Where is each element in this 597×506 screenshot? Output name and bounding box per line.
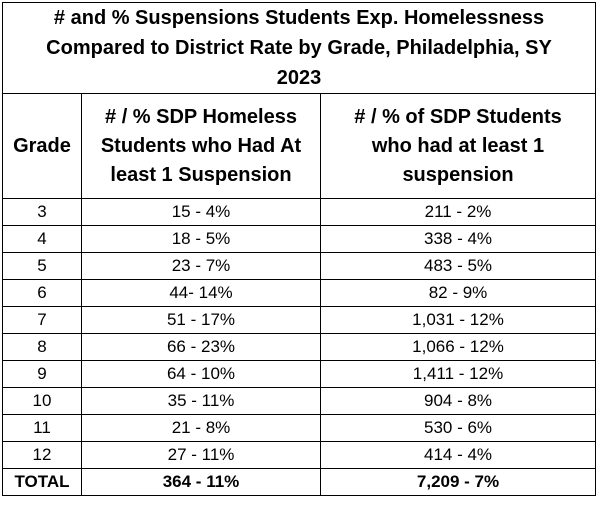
header-homeless-line: Students who Had At [100, 134, 302, 157]
header-row [3, 94, 596, 199]
sdp-cell: 904 - 8% [321, 388, 596, 415]
grade-cell: 9 [3, 361, 82, 388]
grade-cell: 4 [3, 226, 82, 253]
sdp-cell: 1,411 - 12% [321, 361, 596, 388]
table-row [3, 334, 596, 361]
total-label: TOTAL [3, 469, 82, 496]
grade-cell: 12 [3, 442, 82, 469]
sdp-cell: 414 - 4% [321, 442, 596, 469]
homeless-cell: 66 - 23% [82, 334, 321, 361]
homeless-cell: 21 - 8% [82, 415, 321, 442]
table-row [3, 307, 596, 334]
homeless-cell: 23 - 7% [82, 253, 321, 280]
grade-cell: 3 [3, 199, 82, 226]
table-row [3, 253, 596, 280]
sdp-cell: 530 - 6% [321, 415, 596, 442]
grade-cell: 7 [3, 307, 82, 334]
header-homeless-line: least 1 Suspension [110, 163, 292, 186]
header-sdp-line: # / % of SDP Students [354, 105, 562, 128]
sdp-cell: 338 - 4% [321, 226, 596, 253]
header-grade: Grade [3, 94, 82, 199]
header-sdp [321, 94, 596, 199]
table-title-line: 2023 [276, 67, 322, 89]
grade-cell: 11 [3, 415, 82, 442]
sdp-cell: 483 - 5% [321, 253, 596, 280]
table-title-line: Compared to District Rate by Grade, Philadelphia, SY [46, 37, 552, 59]
table-row [3, 280, 596, 307]
suspension-table-container [2, 2, 595, 496]
homeless-cell: 27 - 11% [82, 442, 321, 469]
homeless-cell: 64 - 10% [82, 361, 321, 388]
grade-cell: 10 [3, 388, 82, 415]
grade-cell: 5 [3, 253, 82, 280]
header-sdp-line: suspension [402, 163, 514, 186]
total-row [3, 469, 596, 496]
grade-cell: 6 [3, 280, 82, 307]
grade-cell: 8 [3, 334, 82, 361]
homeless-cell: 35 - 11% [82, 388, 321, 415]
table-title [3, 3, 596, 94]
title-row [3, 3, 596, 94]
homeless-cell: 15 - 4% [82, 199, 321, 226]
total-homeless: 364 - 11% [82, 469, 321, 496]
homeless-cell: 51 - 17% [82, 307, 321, 334]
total-sdp: 7,209 - 7% [321, 469, 596, 496]
table-title-line: # and % Suspensions Students Exp. Homelessness [53, 7, 545, 29]
header-homeless-line: # / % SDP Homeless [105, 105, 297, 128]
table-row [3, 388, 596, 415]
homeless-cell: 18 - 5% [82, 226, 321, 253]
sdp-cell: 211 - 2% [321, 199, 596, 226]
suspension-table [2, 2, 596, 496]
header-homeless [82, 94, 321, 199]
table-row [3, 199, 596, 226]
table-row [3, 361, 596, 388]
sdp-cell: 1,066 - 12% [321, 334, 596, 361]
table-row [3, 226, 596, 253]
table-row [3, 442, 596, 469]
sdp-cell: 1,031 - 12% [321, 307, 596, 334]
table-row [3, 415, 596, 442]
header-sdp-line: who had at least 1 [371, 134, 545, 157]
sdp-cell: 82 - 9% [321, 280, 596, 307]
homeless-cell: 44- 14% [82, 280, 321, 307]
